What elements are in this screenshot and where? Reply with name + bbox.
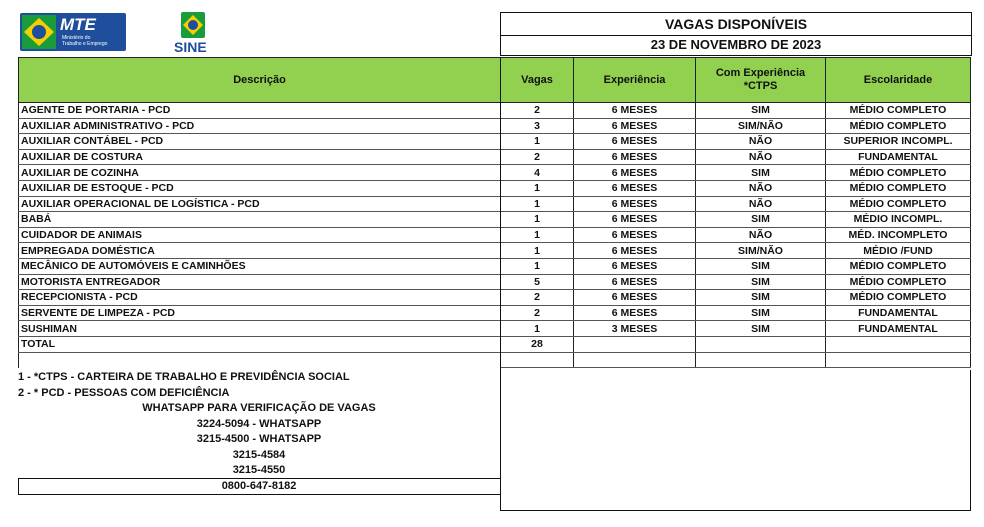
cell-escolaridade: FUNDAMENTAL bbox=[826, 321, 971, 337]
divider-line bbox=[18, 478, 19, 494]
cell-experiencia: 6 MESES bbox=[574, 134, 696, 150]
table-row bbox=[19, 118, 971, 134]
cell-descricao: EMPREGADA DOMÉSTICA bbox=[19, 243, 501, 259]
total-vagas: 28 bbox=[501, 336, 574, 352]
notes-section bbox=[18, 370, 500, 494]
mte-logo bbox=[20, 13, 126, 51]
table-row bbox=[19, 196, 971, 212]
cell-experiencia: 6 MESES bbox=[574, 258, 696, 274]
cell-ctps: SIM/NÃO bbox=[696, 243, 826, 259]
table-row bbox=[19, 243, 971, 259]
table-row bbox=[19, 149, 971, 165]
cell-descricao: SUSHIMAN bbox=[19, 321, 501, 337]
cell-descricao: AUXILIAR CONTÁBEL - PCD bbox=[19, 134, 501, 150]
cell-experiencia: 6 MESES bbox=[574, 243, 696, 259]
total-label: TOTAL bbox=[19, 336, 501, 352]
cell-escolaridade: MÉDIO COMPLETO bbox=[826, 196, 971, 212]
empty-cell bbox=[501, 352, 574, 368]
cell-vagas: 2 bbox=[501, 305, 574, 321]
cell-descricao: AUXILIAR DE COSTURA bbox=[19, 149, 501, 165]
cell-ctps: NÃO bbox=[696, 180, 826, 196]
divider-line bbox=[18, 494, 500, 495]
cell-experiencia: 3 MESES bbox=[574, 321, 696, 337]
cell-descricao: BABÁ bbox=[19, 212, 501, 228]
divider-line bbox=[970, 370, 971, 511]
cell-experiencia: 6 MESES bbox=[574, 118, 696, 134]
cell-escolaridade: MÉDIO COMPLETO bbox=[826, 180, 971, 196]
cell-descricao: AGENTE DE PORTARIA - PCD bbox=[19, 103, 501, 119]
cell-vagas: 1 bbox=[501, 134, 574, 150]
whatsapp-title: WHATSAPP PARA VERIFICAÇÃO DE VAGAS bbox=[142, 402, 376, 414]
cell-ctps: NÃO bbox=[696, 196, 826, 212]
cell-descricao: MECÂNICO DE AUTOMÓVEIS E CAMINHÕES bbox=[19, 258, 501, 274]
table-row bbox=[19, 227, 971, 243]
table-row bbox=[19, 258, 971, 274]
cell-descricao: SERVENTE DE LIMPEZA - PCD bbox=[19, 305, 501, 321]
cell-vagas: 5 bbox=[501, 274, 574, 290]
cell-ctps: SIM/NÃO bbox=[696, 118, 826, 134]
cell-escolaridade: MÉDIO COMPLETO bbox=[826, 290, 971, 306]
column-header-vagas: Vagas bbox=[501, 58, 574, 103]
cell-ctps: NÃO bbox=[696, 134, 826, 150]
cell-vagas: 2 bbox=[501, 103, 574, 119]
cell-experiencia: 6 MESES bbox=[574, 274, 696, 290]
cell-descricao: AUXILIAR OPERACIONAL DE LOGÍSTICA - PCD bbox=[19, 196, 501, 212]
table-row bbox=[19, 134, 971, 150]
table-row bbox=[19, 180, 971, 196]
cell-vagas: 3 bbox=[501, 118, 574, 134]
empty-cell bbox=[574, 336, 696, 352]
sine-flag-icon bbox=[168, 10, 218, 40]
cell-escolaridade: MÉDIO COMPLETO bbox=[826, 165, 971, 181]
table-row bbox=[19, 321, 971, 337]
cell-ctps: SIM bbox=[696, 305, 826, 321]
cell-vagas: 1 bbox=[501, 321, 574, 337]
column-header-experiencia: Experiência bbox=[574, 58, 696, 103]
cell-descricao: RECEPCIONISTA - PCD bbox=[19, 290, 501, 306]
cell-ctps: SIM bbox=[696, 212, 826, 228]
cell-vagas: 4 bbox=[501, 165, 574, 181]
empty-cell bbox=[826, 336, 971, 352]
cell-ctps: SIM bbox=[696, 258, 826, 274]
column-header-escolaridade: Escolaridade bbox=[826, 58, 971, 103]
cell-ctps: NÃO bbox=[696, 149, 826, 165]
page-date: 23 DE NOVEMBRO DE 2023 bbox=[500, 35, 972, 56]
sine-logo bbox=[168, 10, 218, 56]
cell-vagas: 1 bbox=[501, 227, 574, 243]
divider-line bbox=[18, 478, 500, 479]
cell-experiencia: 6 MESES bbox=[574, 227, 696, 243]
table-row bbox=[19, 274, 971, 290]
vagas-table bbox=[18, 57, 971, 368]
column-header-descricao: Descrição bbox=[19, 58, 501, 103]
cell-ctps: SIM bbox=[696, 103, 826, 119]
empty-cell bbox=[826, 352, 971, 368]
cell-experiencia: 6 MESES bbox=[574, 196, 696, 212]
table-row bbox=[19, 165, 971, 181]
phone-1: 3224-5094 - WHATSAPP bbox=[196, 417, 322, 430]
cell-ctps: SIM bbox=[696, 165, 826, 181]
table-row bbox=[19, 103, 971, 119]
cell-experiencia: 6 MESES bbox=[574, 103, 696, 119]
cell-escolaridade: SUPERIOR INCOMPL. bbox=[826, 134, 971, 150]
mte-logo-text: MTE bbox=[60, 15, 96, 34]
mte-logo-subtitle2: Trabalho e Emprego bbox=[62, 41, 108, 47]
cell-ctps: NÃO bbox=[696, 227, 826, 243]
cell-vagas: 1 bbox=[501, 243, 574, 259]
cell-ctps: SIM bbox=[696, 290, 826, 306]
note-ctps: 1 - *CTPS - CARTEIRA DE TRABALHO E PREVIDÊNCIA SOCIAL bbox=[18, 371, 350, 383]
empty-cell bbox=[19, 352, 501, 368]
phone-3: 3215-4584 bbox=[232, 448, 286, 461]
cell-vagas: 1 bbox=[501, 196, 574, 212]
cell-vagas: 1 bbox=[501, 258, 574, 274]
note-pcd: 2 - * PCD - PESSOAS COM DEFICIÊNCIA bbox=[18, 386, 230, 399]
table-row bbox=[19, 290, 971, 306]
cell-escolaridade: MÉDIO COMPLETO bbox=[826, 103, 971, 119]
cell-experiencia: 6 MESES bbox=[574, 305, 696, 321]
cell-experiencia: 6 MESES bbox=[574, 212, 696, 228]
column-header-ctps: Com Experiência *CTPS bbox=[696, 58, 826, 103]
cell-escolaridade: MÉDIO INCOMPL. bbox=[826, 212, 971, 228]
cell-escolaridade: FUNDAMENTAL bbox=[826, 149, 971, 165]
cell-vagas: 2 bbox=[501, 290, 574, 306]
cell-descricao: AUXILIAR DE ESTOQUE - PCD bbox=[19, 180, 501, 196]
cell-descricao: CUIDADOR DE ANIMAIS bbox=[19, 227, 501, 243]
cell-escolaridade: MÉD. INCOMPLETO bbox=[826, 227, 971, 243]
empty-cell bbox=[696, 336, 826, 352]
cell-experiencia: 6 MESES bbox=[574, 290, 696, 306]
phone-4: 3215-4550 bbox=[232, 464, 286, 476]
cell-ctps: SIM bbox=[696, 274, 826, 290]
cell-vagas: 1 bbox=[501, 180, 574, 196]
empty-cell bbox=[574, 352, 696, 368]
cell-experiencia: 6 MESES bbox=[574, 165, 696, 181]
table-header-row bbox=[19, 58, 971, 103]
cell-escolaridade: MÉDIO COMPLETO bbox=[826, 258, 971, 274]
table-total-row bbox=[19, 336, 971, 352]
cell-descricao: AUXILIAR DE COZINHA bbox=[19, 165, 501, 181]
cell-vagas: 1 bbox=[501, 212, 574, 228]
empty-cell bbox=[696, 352, 826, 368]
phone-5: 0800-647-8182 bbox=[221, 479, 297, 492]
cell-vagas: 2 bbox=[501, 149, 574, 165]
table-empty-row bbox=[19, 352, 971, 368]
cell-escolaridade: MÉDIO /FUND bbox=[826, 243, 971, 259]
mte-logo-subtitle1: Ministério do bbox=[62, 35, 91, 41]
cell-experiencia: 6 MESES bbox=[574, 149, 696, 165]
divider-line bbox=[500, 510, 971, 511]
sine-logo-text: SINE bbox=[174, 39, 207, 55]
cell-experiencia: 6 MESES bbox=[574, 180, 696, 196]
cell-escolaridade: MÉDIO COMPLETO bbox=[826, 274, 971, 290]
cell-descricao: MOTORISTA ENTREGADOR bbox=[19, 274, 501, 290]
table-row bbox=[19, 305, 971, 321]
table-row bbox=[19, 212, 971, 228]
cell-descricao: AUXILIAR ADMINISTRATIVO - PCD bbox=[19, 118, 501, 134]
divider-line bbox=[500, 57, 501, 511]
cell-escolaridade: FUNDAMENTAL bbox=[826, 305, 971, 321]
cell-escolaridade: MÉDIO COMPLETO bbox=[826, 118, 971, 134]
cell-ctps: SIM bbox=[696, 321, 826, 337]
phone-2: 3215-4500 - WHATSAPP bbox=[196, 433, 322, 445]
page-title: VAGAS DISPONÍVEIS bbox=[500, 12, 972, 36]
